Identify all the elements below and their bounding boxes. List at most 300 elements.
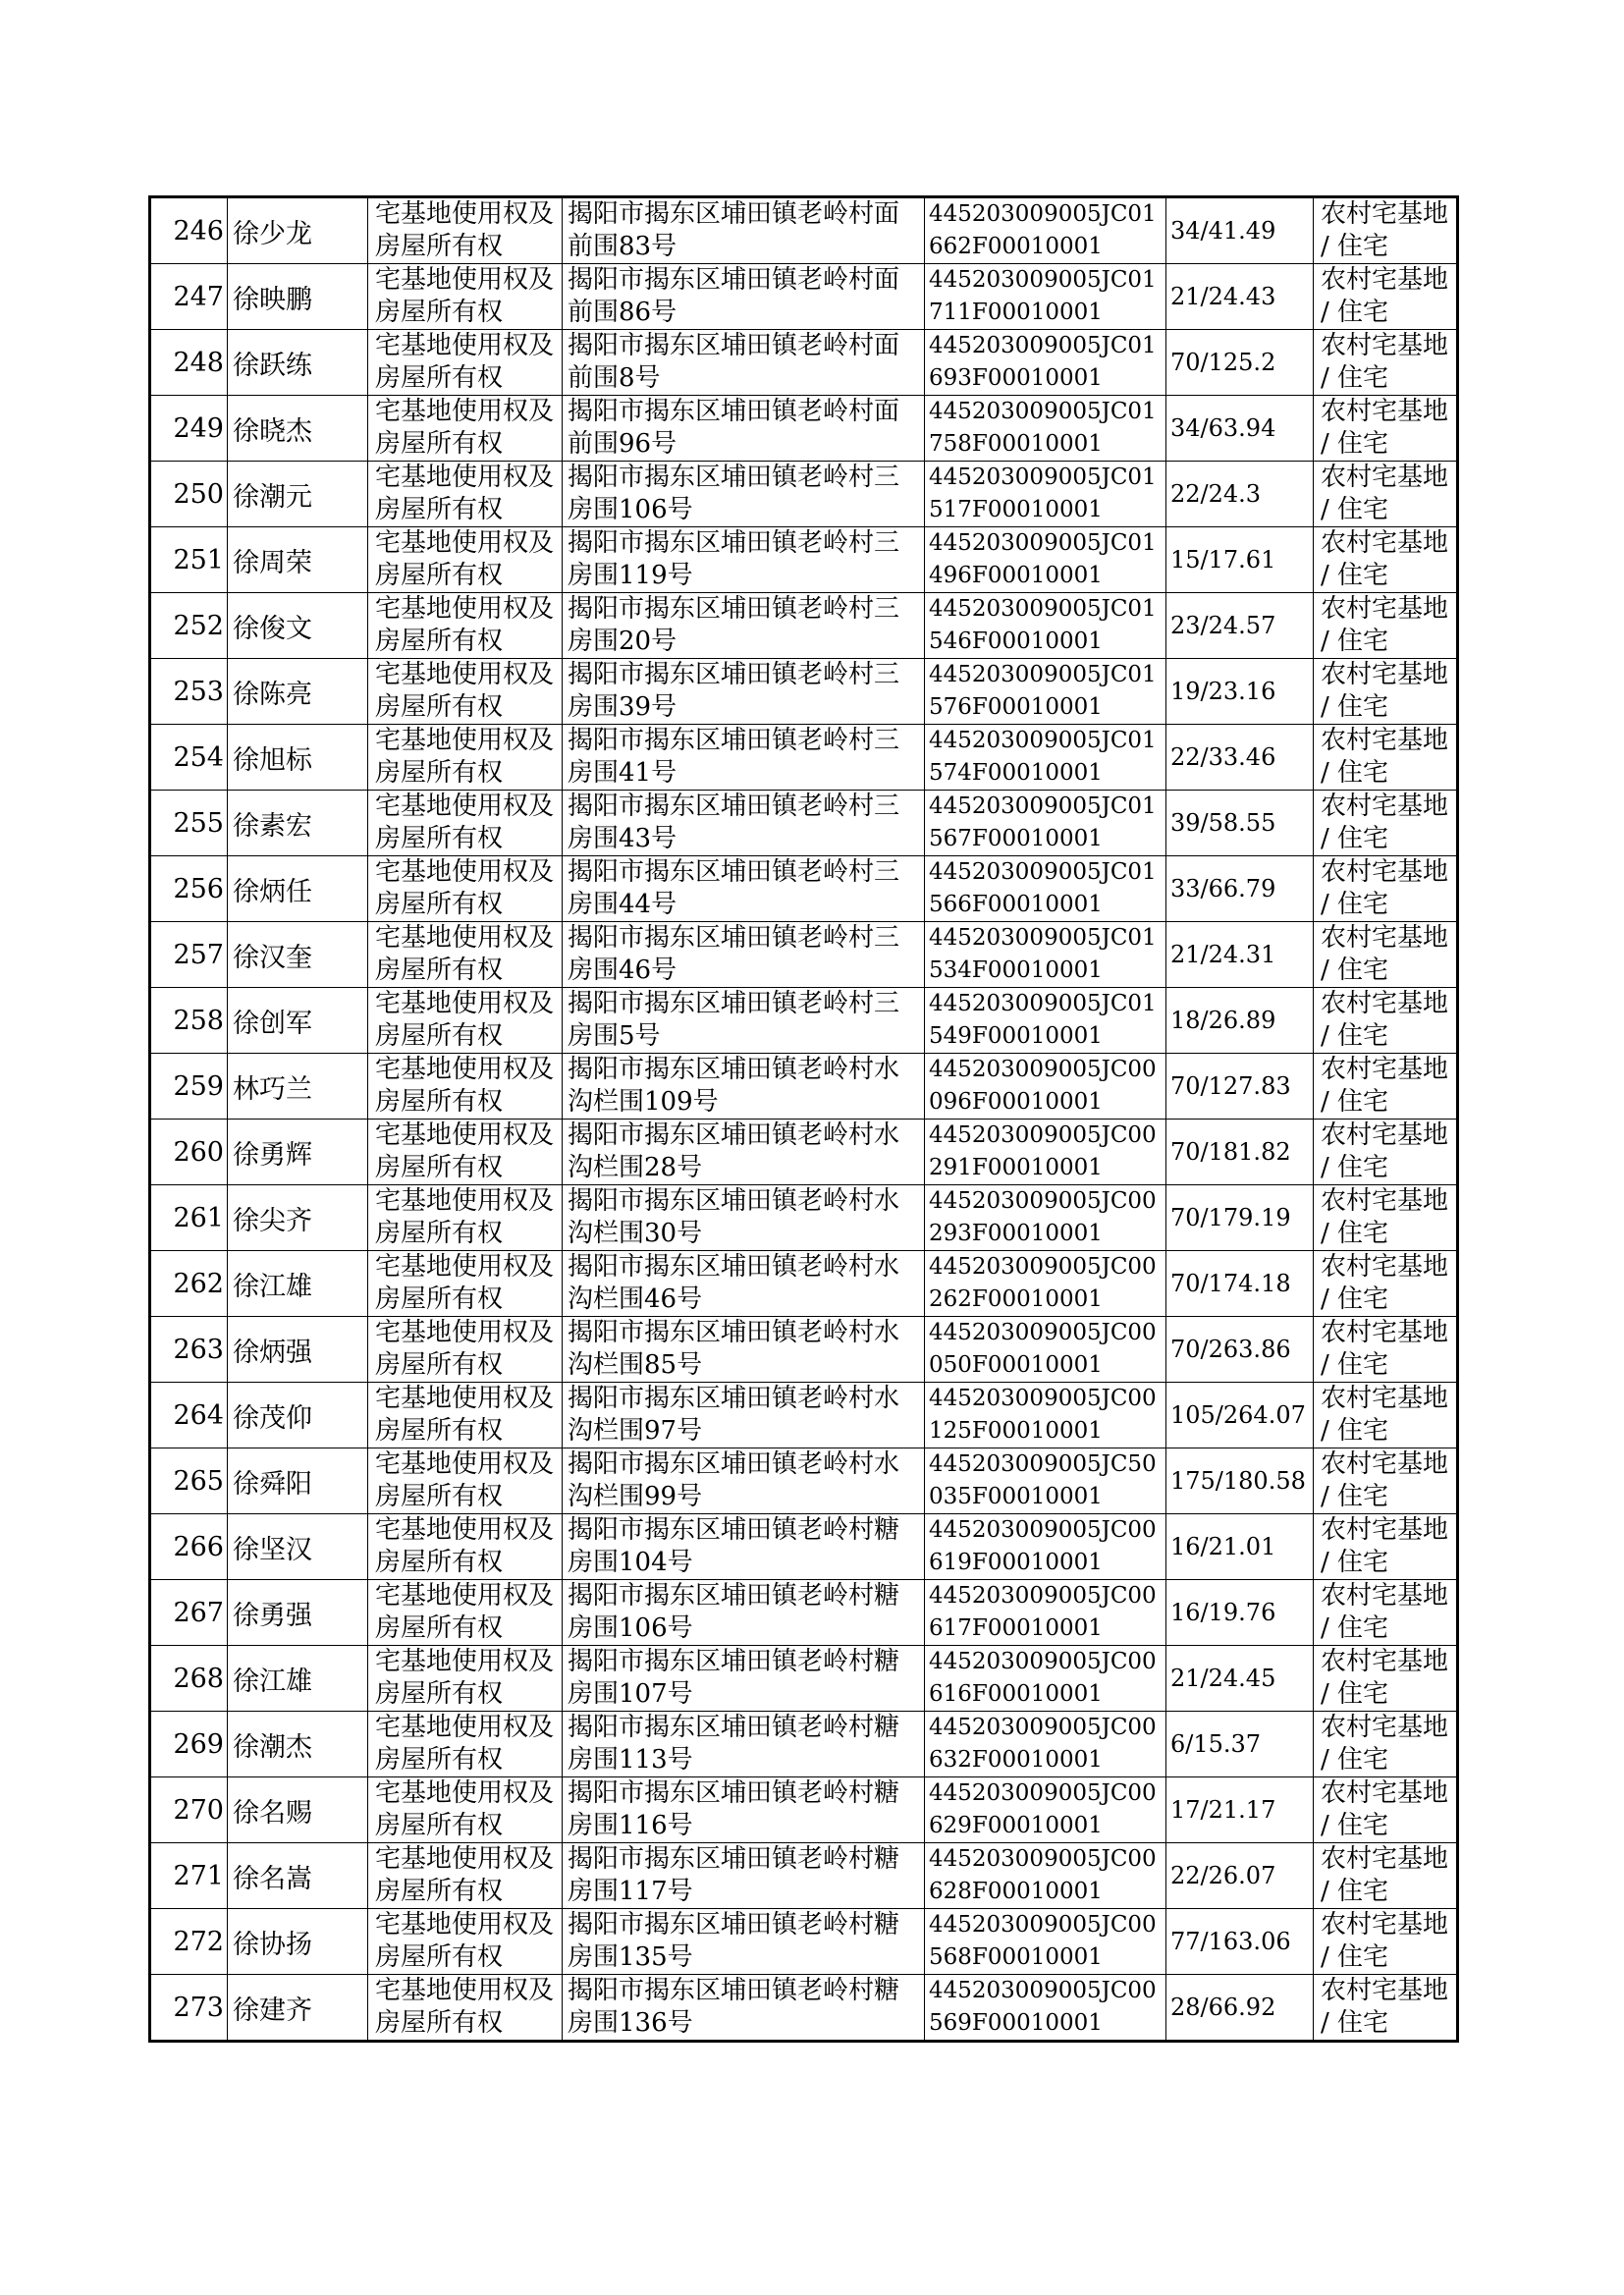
unit-code-text: 445203009005JC00291F00010001 (929, 1122, 1157, 1180)
area-text: 70/263.86 (1170, 1335, 1291, 1363)
owner-name-cell (228, 1777, 368, 1843)
row-number-text: 269 (173, 1728, 224, 1760)
owner-name-cell (228, 988, 368, 1054)
unit-code-cell (925, 1448, 1166, 1514)
row-number-text: 258 (173, 1005, 224, 1036)
row-number-cell (150, 264, 228, 330)
area-cell (1166, 527, 1314, 593)
table-row (150, 396, 1458, 462)
unit-code-text: 445203009005JC50035F00010001 (929, 1451, 1157, 1509)
land-use-text: 农村宅基地 / 住宅 (1321, 397, 1449, 459)
row-number-cell (150, 725, 228, 791)
property-address-cell (563, 1843, 925, 1909)
right-type-cell (368, 462, 563, 527)
area-text: 22/33.46 (1170, 742, 1276, 771)
unit-code-cell (925, 988, 1166, 1054)
owner-name-text: 徐勇辉 (233, 1139, 312, 1171)
unit-code-cell (925, 527, 1166, 593)
right-type-text: 宅基地使用权及房屋所有权 (375, 923, 555, 985)
land-use-text: 农村宅基地 / 住宅 (1321, 726, 1449, 788)
row-number-cell (150, 396, 228, 462)
land-use-text: 农村宅基地 / 住宅 (1321, 792, 1449, 853)
right-type-cell (368, 988, 563, 1054)
area-cell (1166, 791, 1314, 856)
area-text: 18/26.89 (1170, 1006, 1276, 1034)
property-address-cell (563, 1580, 925, 1646)
property-address-text: 揭阳市揭东区埔田镇老岭村三房围41号 (568, 726, 900, 788)
land-use-cell (1314, 527, 1458, 593)
land-use-text: 农村宅基地 / 住宅 (1321, 331, 1449, 393)
table-row (150, 856, 1458, 922)
table-row (150, 264, 1458, 330)
right-type-cell (368, 1580, 563, 1646)
table-row (150, 1646, 1458, 1712)
owner-name-cell (228, 1448, 368, 1514)
owner-name-text: 徐炳任 (233, 876, 312, 907)
right-type-text: 宅基地使用权及房屋所有权 (375, 199, 555, 261)
owner-name-cell (228, 593, 368, 659)
unit-code-cell (925, 1909, 1166, 1975)
property-address-cell (563, 1185, 925, 1251)
land-use-text: 农村宅基地 / 住宅 (1321, 463, 1449, 524)
row-number-text: 268 (173, 1663, 224, 1694)
unit-code-text: 445203009005JC01711F00010001 (929, 267, 1157, 325)
unit-code-text: 445203009005JC00616F00010001 (929, 1649, 1157, 1707)
unit-code-text: 445203009005JC00629F00010001 (929, 1780, 1157, 1838)
land-use-cell (1314, 1514, 1458, 1580)
land-use-text: 农村宅基地 / 住宅 (1321, 1384, 1449, 1446)
row-number-cell (150, 1383, 228, 1448)
area-cell (1166, 725, 1314, 791)
owner-name-cell (228, 462, 368, 527)
unit-code-text: 445203009005JC00632F00010001 (929, 1715, 1157, 1773)
table-row (150, 1843, 1458, 1909)
owner-name-text: 徐名嵩 (233, 1863, 312, 1894)
right-type-text: 宅基地使用权及房屋所有权 (375, 660, 555, 722)
land-use-cell (1314, 1975, 1458, 2042)
table-row (150, 725, 1458, 791)
right-type-text: 宅基地使用权及房屋所有权 (375, 1186, 555, 1248)
row-number-text: 266 (173, 1531, 224, 1562)
right-type-cell (368, 197, 563, 264)
property-address-cell (563, 264, 925, 330)
row-number-text: 271 (173, 1860, 224, 1891)
right-type-text: 宅基地使用权及房屋所有权 (375, 1581, 555, 1643)
row-number-cell (150, 988, 228, 1054)
unit-code-cell (925, 1646, 1166, 1712)
unit-code-text: 445203009005JC00125F00010001 (929, 1386, 1157, 1444)
area-text: 21/24.45 (1170, 1664, 1276, 1692)
land-use-text: 农村宅基地 / 住宅 (1321, 1778, 1449, 1840)
property-address-cell (563, 330, 925, 396)
unit-code-cell (925, 1383, 1166, 1448)
owner-name-text: 徐素宏 (233, 810, 312, 842)
land-use-text: 农村宅基地 / 住宅 (1321, 528, 1449, 590)
table-row (150, 197, 1458, 264)
table-row (150, 330, 1458, 396)
owner-name-text: 徐尖齐 (233, 1205, 312, 1236)
unit-code-text: 445203009005JC01546F00010001 (929, 596, 1157, 654)
property-address-cell (563, 1251, 925, 1317)
property-address-text: 揭阳市揭东区埔田镇老岭村三房围44号 (568, 857, 900, 919)
owner-name-cell (228, 791, 368, 856)
owner-name-cell (228, 330, 368, 396)
property-address-text: 揭阳市揭东区埔田镇老岭村糖房围136号 (568, 1976, 900, 2038)
row-number-cell (150, 856, 228, 922)
area-text: 34/63.94 (1170, 413, 1276, 442)
row-number-text: 251 (173, 544, 224, 575)
unit-code-text: 445203009005JC01662F00010001 (929, 201, 1157, 259)
row-number-text: 255 (173, 807, 224, 839)
right-type-cell (368, 659, 563, 725)
unit-code-text: 445203009005JC01758F00010001 (929, 399, 1157, 457)
land-use-cell (1314, 1580, 1458, 1646)
property-address-cell (563, 593, 925, 659)
area-text: 21/24.31 (1170, 940, 1276, 968)
right-type-cell (368, 527, 563, 593)
area-cell (1166, 1975, 1314, 2042)
right-type-cell (368, 264, 563, 330)
owner-name-text: 林巧兰 (233, 1073, 312, 1105)
owner-name-text: 徐勇强 (233, 1600, 312, 1631)
property-address-cell (563, 1120, 925, 1185)
table-row (150, 1317, 1458, 1383)
right-type-cell (368, 1120, 563, 1185)
property-address-text: 揭阳市揭东区埔田镇老岭村水沟栏围30号 (568, 1186, 900, 1248)
property-address-cell (563, 659, 925, 725)
owner-name-cell (228, 1712, 368, 1777)
unit-code-text: 445203009005JC00569F00010001 (929, 1978, 1157, 2036)
property-address-cell (563, 1054, 925, 1120)
table-row (150, 1712, 1458, 1777)
owner-name-cell (228, 725, 368, 791)
property-address-cell (563, 197, 925, 264)
unit-code-text: 445203009005JC00293F00010001 (929, 1188, 1157, 1246)
right-type-cell (368, 1185, 563, 1251)
unit-code-cell (925, 1120, 1166, 1185)
owner-name-text: 徐茂仰 (233, 1402, 312, 1434)
area-cell (1166, 462, 1314, 527)
right-type-cell (368, 1777, 563, 1843)
row-number-cell (150, 922, 228, 988)
row-number-cell (150, 330, 228, 396)
land-use-text: 农村宅基地 / 住宅 (1321, 1976, 1449, 2038)
property-address-text: 揭阳市揭东区埔田镇老岭村三房围46号 (568, 923, 900, 985)
land-use-cell (1314, 396, 1458, 462)
right-type-text: 宅基地使用权及房屋所有权 (375, 1384, 555, 1446)
row-number-cell (150, 1646, 228, 1712)
property-address-text: 揭阳市揭东区埔田镇老岭村面前围8号 (568, 331, 900, 393)
property-address-text: 揭阳市揭东区埔田镇老岭村面前围86号 (568, 265, 900, 327)
right-type-cell (368, 1383, 563, 1448)
right-type-text: 宅基地使用权及房屋所有权 (375, 1844, 555, 1906)
table-row (150, 1120, 1458, 1185)
right-type-text: 宅基地使用权及房屋所有权 (375, 792, 555, 853)
land-use-cell (1314, 1317, 1458, 1383)
unit-code-cell (925, 330, 1166, 396)
owner-name-text: 徐潮杰 (233, 1731, 312, 1763)
unit-code-cell (925, 264, 1166, 330)
property-address-cell (563, 725, 925, 791)
right-type-cell (368, 1975, 563, 2042)
right-type-cell (368, 396, 563, 462)
unit-code-cell (925, 1580, 1166, 1646)
unit-code-text: 445203009005JC00262F00010001 (929, 1254, 1157, 1312)
right-type-cell (368, 1909, 563, 1975)
property-address-cell (563, 1514, 925, 1580)
row-number-text: 262 (173, 1268, 224, 1299)
owner-name-cell (228, 922, 368, 988)
unit-code-text: 445203009005JC00617F00010001 (929, 1583, 1157, 1641)
area-cell (1166, 593, 1314, 659)
right-type-cell (368, 791, 563, 856)
unit-code-cell (925, 593, 1166, 659)
unit-code-cell (925, 1317, 1166, 1383)
row-number-cell (150, 791, 228, 856)
unit-code-cell (925, 1054, 1166, 1120)
row-number-cell (150, 1909, 228, 1975)
right-type-cell (368, 1448, 563, 1514)
owner-name-cell (228, 659, 368, 725)
right-type-text: 宅基地使用权及房屋所有权 (375, 397, 555, 459)
property-address-cell (563, 922, 925, 988)
property-address-cell (563, 1777, 925, 1843)
area-cell (1166, 264, 1314, 330)
land-use-text: 农村宅基地 / 住宅 (1321, 1186, 1449, 1248)
right-type-text: 宅基地使用权及房屋所有权 (375, 265, 555, 327)
row-number-cell (150, 1975, 228, 2042)
area-cell (1166, 1448, 1314, 1514)
property-address-text: 揭阳市揭东区埔田镇老岭村三房围106号 (568, 463, 900, 524)
area-text: 105/264.07 (1170, 1400, 1306, 1429)
land-use-text: 农村宅基地 / 住宅 (1321, 1252, 1449, 1314)
owner-name-text: 徐映鹏 (233, 284, 312, 315)
right-type-cell (368, 330, 563, 396)
area-cell (1166, 330, 1314, 396)
property-address-text: 揭阳市揭东区埔田镇老岭村面前围83号 (568, 199, 900, 261)
unit-code-text: 445203009005JC01693F00010001 (929, 333, 1157, 391)
table-row (150, 1975, 1458, 2042)
property-address-text: 揭阳市揭东区埔田镇老岭村面前围96号 (568, 397, 900, 459)
area-cell (1166, 197, 1314, 264)
registry-table-body (150, 197, 1458, 2042)
right-type-text: 宅基地使用权及房屋所有权 (375, 1318, 555, 1380)
unit-code-cell (925, 856, 1166, 922)
row-number-cell (150, 1712, 228, 1777)
right-type-text: 宅基地使用权及房屋所有权 (375, 528, 555, 590)
owner-name-cell (228, 1054, 368, 1120)
land-use-text: 农村宅基地 / 住宅 (1321, 1120, 1449, 1182)
right-type-cell (368, 1054, 563, 1120)
row-number-cell (150, 1448, 228, 1514)
right-type-text: 宅基地使用权及房屋所有权 (375, 1055, 555, 1117)
right-type-cell (368, 1843, 563, 1909)
area-cell (1166, 1646, 1314, 1712)
unit-code-cell (925, 1514, 1166, 1580)
right-type-cell (368, 1712, 563, 1777)
row-number-text: 250 (173, 478, 224, 510)
property-address-text: 揭阳市揭东区埔田镇老岭村糖房围104号 (568, 1515, 900, 1577)
row-number-cell (150, 659, 228, 725)
unit-code-text: 445203009005JC01534F00010001 (929, 925, 1157, 983)
right-type-text: 宅基地使用权及房屋所有权 (375, 1449, 555, 1511)
row-number-cell (150, 1054, 228, 1120)
property-address-text: 揭阳市揭东区埔田镇老岭村糖房围117号 (568, 1844, 900, 1906)
owner-name-text: 徐少龙 (233, 218, 312, 249)
owner-name-cell (228, 1383, 368, 1448)
table-row (150, 1251, 1458, 1317)
owner-name-cell (228, 1843, 368, 1909)
owner-name-text: 徐潮元 (233, 481, 312, 513)
area-cell (1166, 856, 1314, 922)
land-use-cell (1314, 659, 1458, 725)
property-address-cell (563, 1383, 925, 1448)
area-cell (1166, 659, 1314, 725)
property-address-text: 揭阳市揭东区埔田镇老岭村水沟栏围97号 (568, 1384, 900, 1446)
table-row (150, 988, 1458, 1054)
row-number-text: 265 (173, 1465, 224, 1497)
unit-code-text: 445203009005JC01496F00010001 (929, 530, 1157, 588)
right-type-text: 宅基地使用权及房屋所有权 (375, 1713, 555, 1775)
right-type-cell (368, 1646, 563, 1712)
area-cell (1166, 1317, 1314, 1383)
property-address-text: 揭阳市揭东区埔田镇老岭村水沟栏围46号 (568, 1252, 900, 1314)
area-text: 16/19.76 (1170, 1598, 1276, 1626)
unit-code-text: 445203009005JC00568F00010001 (929, 1912, 1157, 1970)
right-type-text: 宅基地使用权及房屋所有权 (375, 726, 555, 788)
area-cell (1166, 1251, 1314, 1317)
owner-name-cell (228, 396, 368, 462)
area-text: 22/24.3 (1170, 479, 1262, 508)
owner-name-cell (228, 1514, 368, 1580)
right-type-cell (368, 1251, 563, 1317)
table-row (150, 659, 1458, 725)
area-text: 23/24.57 (1170, 611, 1276, 639)
owner-name-cell (228, 1975, 368, 2042)
owner-name-cell (228, 1120, 368, 1185)
area-text: 39/58.55 (1170, 808, 1276, 837)
area-text: 17/21.17 (1170, 1795, 1276, 1824)
row-number-cell (150, 593, 228, 659)
area-text: 6/15.37 (1170, 1729, 1262, 1758)
unit-code-text: 445203009005JC00628F00010001 (929, 1846, 1157, 1904)
right-type-cell (368, 593, 563, 659)
right-type-text: 宅基地使用权及房屋所有权 (375, 463, 555, 524)
property-address-cell (563, 1909, 925, 1975)
owner-name-text: 徐晓杰 (233, 415, 312, 447)
owner-name-text: 徐名赐 (233, 1797, 312, 1829)
table-row (150, 527, 1458, 593)
land-use-cell (1314, 1843, 1458, 1909)
area-cell (1166, 1580, 1314, 1646)
row-number-cell (150, 1777, 228, 1843)
area-cell (1166, 1777, 1314, 1843)
right-type-cell (368, 725, 563, 791)
property-address-cell (563, 462, 925, 527)
area-cell (1166, 922, 1314, 988)
row-number-cell (150, 197, 228, 264)
right-type-cell (368, 922, 563, 988)
row-number-cell (150, 1514, 228, 1580)
right-type-text: 宅基地使用权及房屋所有权 (375, 1778, 555, 1840)
land-use-text: 农村宅基地 / 住宅 (1321, 1910, 1449, 1972)
table-row (150, 1777, 1458, 1843)
property-address-cell (563, 1975, 925, 2042)
land-use-cell (1314, 1646, 1458, 1712)
area-text: 33/66.79 (1170, 874, 1276, 902)
row-number-cell (150, 1185, 228, 1251)
property-address-text: 揭阳市揭东区埔田镇老岭村糖房围116号 (568, 1778, 900, 1840)
property-address-cell (563, 527, 925, 593)
row-number-text: 253 (173, 676, 224, 707)
row-number-text: 261 (173, 1202, 224, 1233)
property-address-text: 揭阳市揭东区埔田镇老岭村水沟栏围28号 (568, 1120, 900, 1182)
area-text: 15/17.61 (1170, 545, 1276, 574)
row-number-text: 267 (173, 1597, 224, 1628)
land-use-cell (1314, 1712, 1458, 1777)
owner-name-text: 徐坚汉 (233, 1534, 312, 1565)
row-number-text: 249 (173, 412, 224, 444)
unit-code-text: 445203009005JC01517F00010001 (929, 464, 1157, 522)
row-number-text: 259 (173, 1070, 224, 1102)
unit-code-cell (925, 197, 1166, 264)
property-address-text: 揭阳市揭东区埔田镇老岭村糖房围107号 (568, 1647, 900, 1709)
land-use-text: 农村宅基地 / 住宅 (1321, 1581, 1449, 1643)
table-row (150, 593, 1458, 659)
table-row (150, 1054, 1458, 1120)
area-text: 70/125.2 (1170, 348, 1276, 376)
land-use-cell (1314, 725, 1458, 791)
property-address-cell (563, 791, 925, 856)
land-use-text: 农村宅基地 / 住宅 (1321, 1647, 1449, 1709)
unit-code-text: 445203009005JC01549F00010001 (929, 991, 1157, 1049)
registry-table (148, 195, 1459, 2043)
land-use-cell (1314, 791, 1458, 856)
land-use-text: 农村宅基地 / 住宅 (1321, 1318, 1449, 1380)
unit-code-cell (925, 922, 1166, 988)
area-text: 28/66.92 (1170, 1993, 1276, 2021)
table-row (150, 1448, 1458, 1514)
area-cell (1166, 988, 1314, 1054)
row-number-text: 246 (173, 215, 224, 246)
property-address-text: 揭阳市揭东区埔田镇老岭村三房围5号 (568, 989, 900, 1051)
area-cell (1166, 396, 1314, 462)
property-address-cell (563, 396, 925, 462)
owner-name-cell (228, 1580, 368, 1646)
unit-code-cell (925, 1712, 1166, 1777)
unit-code-text: 445203009005JC00050F00010001 (929, 1320, 1157, 1378)
row-number-cell (150, 1251, 228, 1317)
land-use-text: 农村宅基地 / 住宅 (1321, 199, 1449, 261)
area-text: 70/127.83 (1170, 1071, 1291, 1100)
area-cell (1166, 1843, 1314, 1909)
owner-name-text: 徐协扬 (233, 1929, 312, 1960)
land-use-text: 农村宅基地 / 住宅 (1321, 1844, 1449, 1906)
right-type-text: 宅基地使用权及房屋所有权 (375, 1976, 555, 2038)
land-use-cell (1314, 462, 1458, 527)
area-cell (1166, 1054, 1314, 1120)
land-use-cell (1314, 1251, 1458, 1317)
unit-code-cell (925, 659, 1166, 725)
area-text: 21/24.43 (1170, 282, 1276, 310)
owner-name-text: 徐炳强 (233, 1337, 312, 1368)
area-text: 19/23.16 (1170, 677, 1276, 705)
land-use-cell (1314, 330, 1458, 396)
right-type-text: 宅基地使用权及房屋所有权 (375, 1252, 555, 1314)
land-use-text: 农村宅基地 / 住宅 (1321, 1449, 1449, 1511)
row-number-cell (150, 462, 228, 527)
right-type-text: 宅基地使用权及房屋所有权 (375, 857, 555, 919)
